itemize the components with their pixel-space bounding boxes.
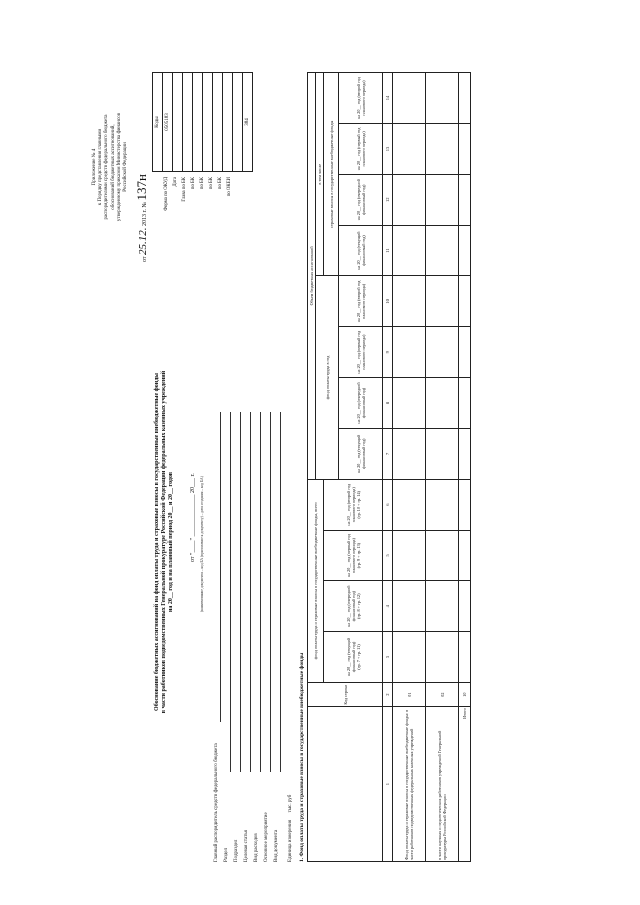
fill-line: [230, 412, 231, 772]
table-cell: [459, 581, 471, 632]
section-title: 1. Фонд оплаты труда и страховые взносы в государственные внебюджетные фонды: [299, 652, 305, 862]
col-number: 5: [383, 530, 393, 581]
table-cell: [393, 225, 426, 276]
year-header: на 20__ год (очередной финансовый год): [339, 378, 383, 429]
table-row: [426, 73, 459, 862]
table-cell: [426, 327, 459, 378]
col-number: 13: [383, 124, 393, 175]
formula-label: (гр. 9 + гр. 13): [355, 542, 361, 569]
annex-line: Приложение № 4: [92, 148, 97, 186]
group-including-header: в том числе: [316, 73, 324, 276]
header-field-label: Главный распорядитель средств федерального бюджета: [214, 743, 219, 862]
date-field: от "____" ______________ 20___ г.: [190, 473, 196, 562]
table-cell: [426, 73, 459, 124]
fill-line: [280, 412, 281, 772]
total-label: Итого: [459, 707, 471, 862]
units-value: тыс. руб: [288, 794, 293, 813]
table-cell: [426, 581, 459, 632]
table-cell: [426, 632, 459, 683]
annex-line: обоснований бюджетных ассигнований,: [110, 124, 116, 210]
annex-date-line: [134, 174, 150, 262]
col-number: 3: [383, 632, 393, 683]
header-field-label: Целевая статья: [244, 830, 249, 862]
formula-label: (гр. 10 + гр. 14): [355, 491, 361, 519]
table-cell: [393, 73, 426, 124]
year-header: на 20__ год (текущий финансовый год): [339, 428, 383, 479]
total-year-header: [324, 480, 382, 531]
title-line: на 20__ год и на плановый период 20__ и 20__ годов: [168, 471, 174, 613]
total-code: 10: [459, 683, 471, 707]
code-cell: [203, 73, 213, 172]
col-number: 6: [383, 479, 393, 530]
units-label: Единица измерения: [288, 819, 293, 862]
table-cell: [393, 174, 426, 225]
table-cell: [459, 632, 471, 683]
table-cell: [426, 174, 459, 225]
header-field-labels: [212, 743, 282, 862]
table-cell: [393, 428, 426, 479]
col-number: 8: [383, 378, 393, 429]
col-number: 2: [383, 683, 393, 707]
col-number: 4: [383, 581, 393, 632]
group-total-header: фонд оплаты труда и страховые взносы в государственные внебюджетные фонды, всего: [308, 479, 324, 682]
fill-line: [260, 412, 261, 772]
annex-line: утвержденному приказом Министерства финансов: [116, 112, 122, 222]
document-sheet: [92, 72, 467, 862]
header-field-label: Вид документа: [274, 829, 279, 862]
col-number: 14: [383, 73, 393, 124]
total-row: [459, 73, 471, 862]
date-year: 2013 г. №: [142, 201, 148, 226]
column-numbers-row: [383, 73, 393, 862]
annex-line: Российской Федерации: [123, 142, 129, 192]
col-number: 1: [383, 707, 393, 862]
header-field-label: Основное мероприятие: [264, 812, 269, 862]
code-cell: [183, 73, 193, 172]
header-field-label: Вид расходов: [254, 833, 259, 862]
table-cell: [459, 530, 471, 581]
row-name: Фонд оплаты труда и страховые взносы в государственные внебюджетные фонды: в части работников подведомственных федеральных казенных учреждений: [393, 707, 426, 862]
col-code-header: Код строки: [308, 683, 383, 707]
col-name-header: [308, 707, 383, 862]
year-label: на 20__ год (текущий финансовый год): [345, 637, 356, 677]
fill-line: [250, 412, 251, 772]
date-prefix: от: [142, 256, 148, 262]
year-header: на 20__ год (второй год планового периода): [339, 276, 383, 327]
table-cell: [393, 378, 426, 429]
code-cell: [173, 73, 183, 172]
table-cell: [426, 124, 459, 175]
table-cell: [393, 581, 426, 632]
row-name: в части научных и педагогических работников учреждений Генеральной прокуратуры Российской Федерации: [426, 707, 459, 862]
col-number: 9: [383, 327, 393, 378]
row-code: 01: [393, 683, 426, 707]
year-label: на 20__ год (второй год планового периода): [345, 483, 356, 526]
year-header: на 20__ год (второй год планового периода): [339, 73, 383, 124]
year-label: на 20__ год (очередной финансовый год): [345, 585, 356, 627]
code-label: Глава по БК: [182, 177, 187, 202]
table-cell: [393, 276, 426, 327]
table-cell: [393, 530, 426, 581]
annex-line: к Порядку представления главными: [98, 128, 104, 206]
year-header: на 20__ год (текущий финансовый год): [339, 225, 383, 276]
group-insurance-header: страховые взносы в государственные внебюджетные фонды: [324, 73, 339, 276]
table-cell: [393, 479, 426, 530]
table-row: [393, 73, 426, 862]
codes-header: Коды: [153, 73, 163, 172]
table-cell: [459, 73, 471, 124]
group-fot-header: фонд оплаты труда в год: [316, 276, 339, 479]
codes-box: [152, 72, 253, 172]
annex-block: [92, 72, 129, 262]
table-cell: [459, 428, 471, 479]
table-cell: [459, 276, 471, 327]
col-number: 11: [383, 225, 393, 276]
col-number: 12: [383, 174, 393, 225]
document-title: [154, 222, 175, 862]
date-note: (наименование документа – код БА (приложение к документу) – дата создания – код БА): [200, 476, 204, 612]
year-header: на 20__ год (очередной финансовый год): [339, 174, 383, 225]
table-cell: [426, 479, 459, 530]
code-okud: 0505183: [163, 73, 173, 172]
table-cell: [459, 174, 471, 225]
code-cell: [233, 73, 243, 172]
table-cell: [393, 124, 426, 175]
order-number: 137н: [134, 173, 149, 201]
formula-label: (гр. 8 + гр. 12): [355, 593, 361, 619]
code-labels: [162, 177, 234, 262]
title-line: в части работников подведомственных Генеральной прокуратуре Российской Федерации федеральных казенных учреждений: [161, 370, 167, 714]
table-cell: [426, 428, 459, 479]
fill-line: [220, 412, 221, 722]
code-cell: [213, 73, 223, 172]
table-cell: [393, 327, 426, 378]
table-cell: [459, 327, 471, 378]
table-cell: [459, 124, 471, 175]
code-label: по БК: [200, 177, 205, 190]
fill-line: [240, 412, 241, 772]
code-cell: [223, 73, 233, 172]
total-year-header: [324, 530, 382, 581]
handwritten-date: 25.12.: [137, 227, 149, 255]
row-code: 02: [426, 683, 459, 707]
table-cell: [426, 276, 459, 327]
year-header: [324, 479, 383, 682]
table-cell: [459, 378, 471, 429]
code-label: по БК: [218, 177, 223, 190]
year-header: на 20__ год (первый год планового периода): [339, 327, 383, 378]
table-cell: [459, 479, 471, 530]
formula-label: (гр. 7 + гр. 11): [355, 644, 361, 670]
code-okei: 384: [243, 73, 253, 172]
total-year-header: [324, 631, 382, 682]
total-year-header: [324, 581, 382, 632]
group-obligations-header: Объем бюджетных ассигнований: [308, 73, 316, 480]
code-label: по БК: [209, 177, 214, 190]
table-cell: [459, 225, 471, 276]
code-label: по БК: [191, 177, 196, 190]
code-label: Дата: [173, 177, 178, 187]
table-cell: [426, 225, 459, 276]
col-number: 7: [383, 428, 393, 479]
table-cell: [426, 530, 459, 581]
budget-table: [307, 72, 471, 862]
code-label: Форма по ОКУД: [164, 177, 169, 211]
col-number: 10: [383, 276, 393, 327]
year-label: на 20__ год (первый год планового периода): [345, 534, 356, 577]
header-field-label: Подраздел: [234, 839, 239, 862]
title-line: Обоснование бюджетных ассигнований на фонд оплаты труда и страховые взносы в государственные внебюджетные фонды: [154, 373, 160, 711]
annex-line: распорядителями средств федерального бюджета: [104, 114, 110, 220]
code-cell: [193, 73, 203, 172]
units-line: [288, 795, 293, 862]
table-cell: [393, 632, 426, 683]
header-field-label: Раздел: [224, 847, 229, 862]
code-label: по ОКЕИ: [227, 177, 232, 197]
year-header: на 20__ год (первый год планового периода): [339, 124, 383, 175]
table-cell: [426, 378, 459, 429]
fill-line: [270, 412, 271, 772]
